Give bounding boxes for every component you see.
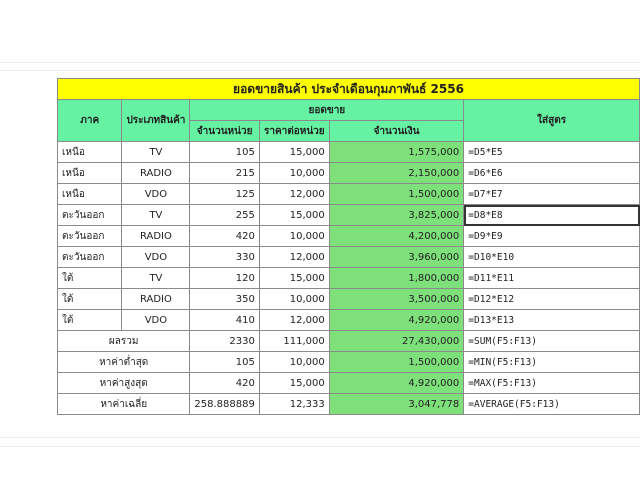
table-row <box>58 247 640 268</box>
units-cell[interactable]: 410 <box>190 310 259 331</box>
units-cell[interactable]: 255 <box>190 205 259 226</box>
header-price[interactable]: ราคาต่อหน่วย <box>259 121 329 142</box>
price-cell[interactable]: 15,000 <box>259 205 329 226</box>
summary-label[interactable]: ผลรวม <box>58 331 190 352</box>
formula-cell[interactable]: =MAX(F5:F13) <box>464 373 640 394</box>
formula-cell[interactable]: =D5*E5 <box>464 142 640 163</box>
units-cell[interactable]: 2330 <box>190 331 259 352</box>
price-cell[interactable]: 15,000 <box>259 268 329 289</box>
type-cell[interactable]: RADIO <box>122 163 190 184</box>
type-cell[interactable]: TV <box>122 142 190 163</box>
type-cell[interactable]: TV <box>122 205 190 226</box>
amount-cell[interactable]: 1,800,000 <box>329 268 464 289</box>
formula-cell[interactable]: =MIN(F5:F13) <box>464 352 640 373</box>
price-cell[interactable]: 10,000 <box>259 163 329 184</box>
formula-cell[interactable]: =D9*E9 <box>464 226 640 247</box>
grid-row-line <box>0 70 640 71</box>
price-cell[interactable]: 12,333 <box>259 394 329 415</box>
type-cell[interactable]: VDO <box>122 310 190 331</box>
formula-cell[interactable]: =D12*E12 <box>464 289 640 310</box>
table-row <box>58 268 640 289</box>
formula-cell[interactable]: =AVERAGE(F5:F13) <box>464 394 640 415</box>
formula-cell[interactable]: =D6*E6 <box>464 163 640 184</box>
summary-label[interactable]: หาค่าเฉลี่ย <box>58 394 190 415</box>
units-cell[interactable]: 105 <box>190 352 259 373</box>
units-cell[interactable]: 105 <box>190 142 259 163</box>
formula-cell[interactable]: =D10*E10 <box>464 247 640 268</box>
header-product-type[interactable]: ประเภทสินค้า <box>122 100 190 142</box>
table-row <box>58 163 640 184</box>
type-cell[interactable]: RADIO <box>122 226 190 247</box>
summary-row <box>58 352 640 373</box>
price-cell[interactable]: 10,000 <box>259 352 329 373</box>
region-cell[interactable]: ตะวันออก <box>58 205 122 226</box>
amount-cell[interactable]: 2,150,000 <box>329 163 464 184</box>
type-cell[interactable]: RADIO <box>122 289 190 310</box>
units-cell[interactable]: 215 <box>190 163 259 184</box>
amount-cell[interactable]: 1,500,000 <box>329 184 464 205</box>
units-cell[interactable]: 420 <box>190 226 259 247</box>
formula-cell[interactable]: =D7*E7 <box>464 184 640 205</box>
region-cell[interactable]: ใต้ <box>58 310 122 331</box>
header-sales-group[interactable]: ยอดขาย <box>190 100 464 121</box>
table-row <box>58 184 640 205</box>
amount-cell[interactable]: 1,575,000 <box>329 142 464 163</box>
region-cell[interactable]: เหนือ <box>58 163 122 184</box>
region-cell[interactable]: เหนือ <box>58 142 122 163</box>
header-amount[interactable]: จำนวนเงิน <box>329 121 464 142</box>
amount-cell[interactable]: 3,825,000 <box>329 205 464 226</box>
amount-cell[interactable]: 4,920,000 <box>329 310 464 331</box>
price-cell[interactable]: 111,000 <box>259 331 329 352</box>
price-cell[interactable]: 15,000 <box>259 373 329 394</box>
price-cell[interactable]: 12,000 <box>259 310 329 331</box>
summary-rows <box>58 331 640 415</box>
table-row <box>58 226 640 247</box>
summary-row <box>58 394 640 415</box>
price-cell[interactable]: 10,000 <box>259 226 329 247</box>
table-row <box>58 205 640 226</box>
region-cell[interactable]: ตะวันออก <box>58 247 122 268</box>
summary-label[interactable]: หาค่าต่ำสุด <box>58 352 190 373</box>
amount-cell[interactable]: 4,920,000 <box>329 373 464 394</box>
price-cell[interactable]: 12,000 <box>259 184 329 205</box>
amount-cell[interactable]: 1,500,000 <box>329 352 464 373</box>
formula-cell[interactable]: =D11*E11 <box>464 268 640 289</box>
price-cell[interactable]: 10,000 <box>259 289 329 310</box>
units-cell[interactable]: 350 <box>190 289 259 310</box>
amount-cell[interactable]: 3,960,000 <box>329 247 464 268</box>
price-cell[interactable]: 15,000 <box>259 142 329 163</box>
title-row <box>58 79 640 100</box>
amount-cell[interactable]: 27,430,000 <box>329 331 464 352</box>
table-row <box>58 289 640 310</box>
type-cell[interactable]: VDO <box>122 184 190 205</box>
data-rows <box>58 142 640 331</box>
units-cell[interactable]: 420 <box>190 373 259 394</box>
header-row-1 <box>58 100 640 121</box>
amount-cell[interactable]: 4,200,000 <box>329 226 464 247</box>
summary-row <box>58 331 640 352</box>
region-cell[interactable]: ตะวันออก <box>58 226 122 247</box>
grid-row-line <box>0 62 640 63</box>
region-cell[interactable]: เหนือ <box>58 184 122 205</box>
price-cell[interactable]: 12,000 <box>259 247 329 268</box>
amount-cell[interactable]: 3,500,000 <box>329 289 464 310</box>
header-region[interactable]: ภาค <box>58 100 122 142</box>
region-cell[interactable]: ใต้ <box>58 268 122 289</box>
table-row <box>58 142 640 163</box>
type-cell[interactable]: VDO <box>122 247 190 268</box>
amount-cell[interactable]: 3,047,778 <box>329 394 464 415</box>
header-formula[interactable]: ใส่สูตร <box>464 100 640 142</box>
sales-table <box>57 78 640 415</box>
units-cell[interactable]: 258.888889 <box>190 394 259 415</box>
header-units[interactable]: จำนวนหน่วย <box>190 121 259 142</box>
units-cell[interactable]: 125 <box>190 184 259 205</box>
units-cell[interactable]: 120 <box>190 268 259 289</box>
summary-row <box>58 373 640 394</box>
grid-row-line <box>0 437 640 438</box>
grid-row-line <box>0 446 640 447</box>
summary-label[interactable]: หาค่าสูงสุด <box>58 373 190 394</box>
formula-cell[interactable]: =D8*E8 <box>464 205 640 226</box>
units-cell[interactable]: 330 <box>190 247 259 268</box>
sheet-title[interactable]: ยอดขายสินค้า ประจำเดือนกุมภาพันธ์ 2556 <box>58 79 640 100</box>
type-cell[interactable]: TV <box>122 268 190 289</box>
region-cell[interactable]: ใต้ <box>58 289 122 310</box>
table-row <box>58 310 640 331</box>
formula-cell[interactable]: =SUM(F5:F13) <box>464 331 640 352</box>
formula-cell[interactable]: =D13*E13 <box>464 310 640 331</box>
